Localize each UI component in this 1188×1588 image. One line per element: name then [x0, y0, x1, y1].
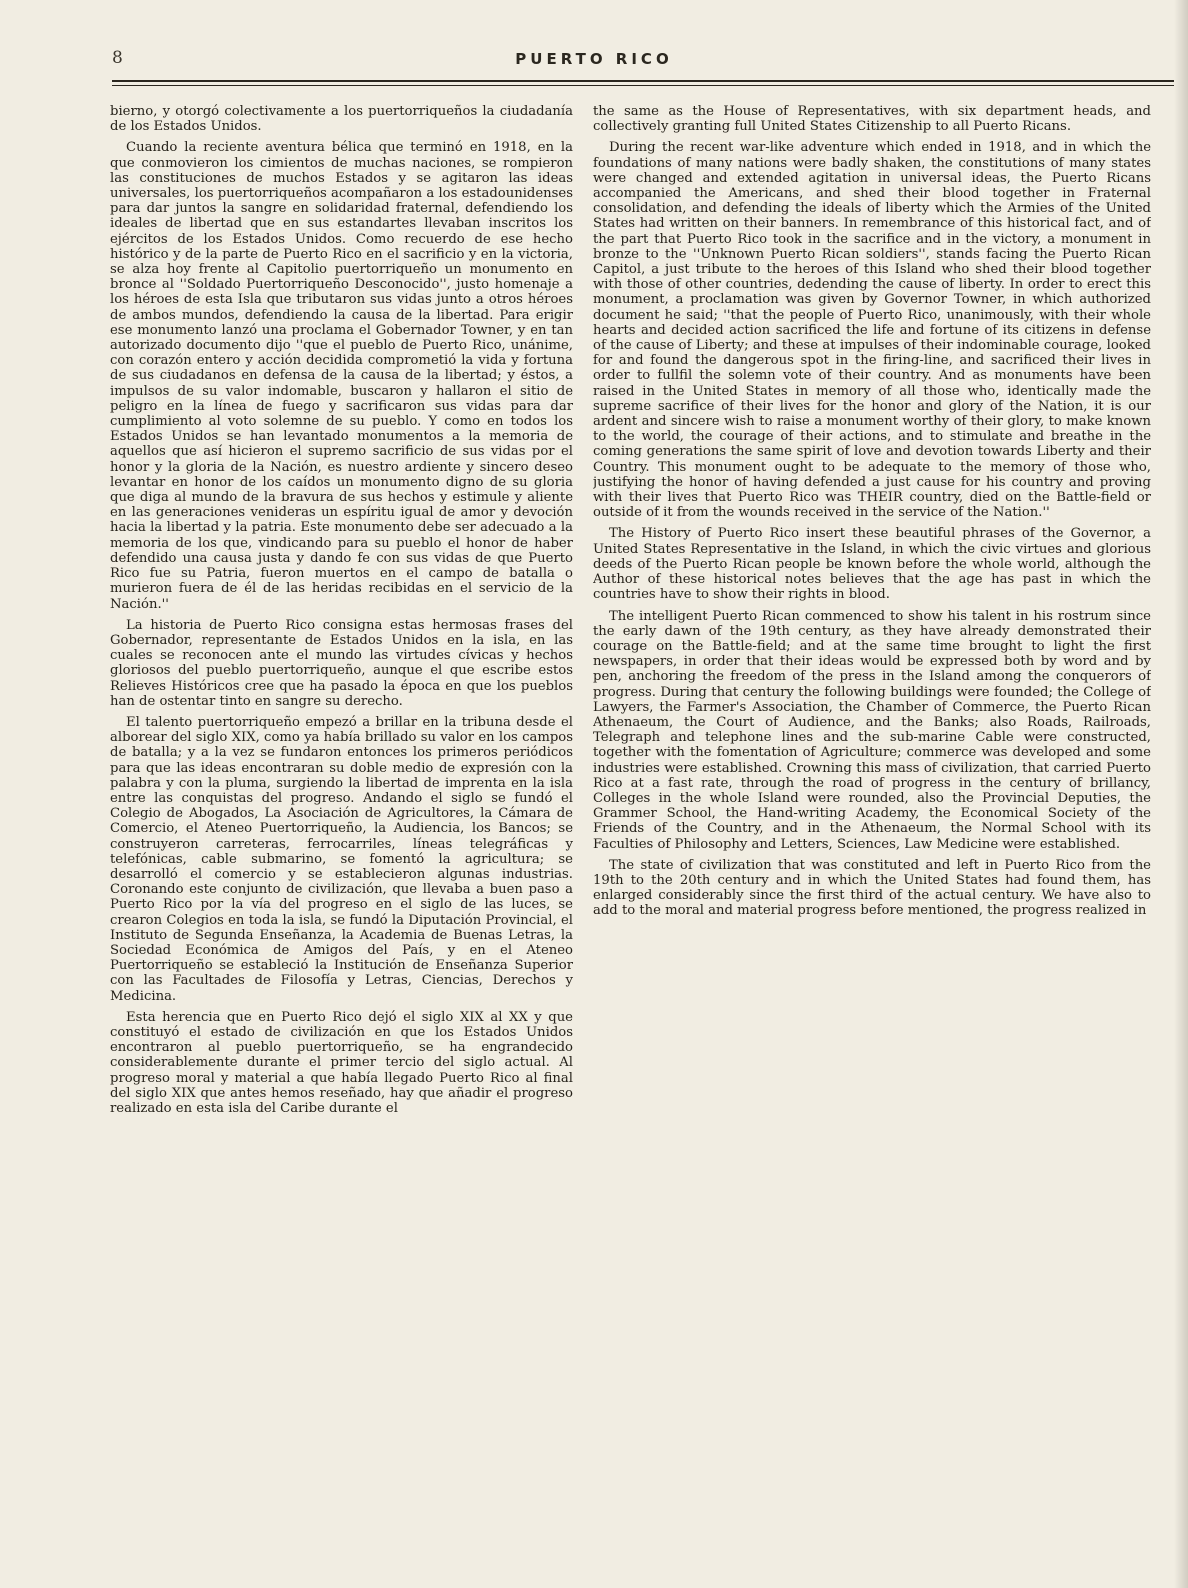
- english-column: [593, 104, 1151, 1564]
- paragraph: The History of Puerto Rico insert these beautiful phrases of the Governor, a United States Representative in the Island, in which the civic virtues and glorious deeds of the Puerto Rican people be known before the whole world, although the Author of these historical notes believes that the age has past in which the countries have to show their rights in blood.: [593, 526, 1151, 603]
- paragraph: El talento puertorriqueño empezó a brillar en la tribuna desde el alborear del siglo XIX, como ya había brillado su valor en los campos de batalla; y a la vez se fundaron entonces los primeros periódicos para que las ideas encontraran su doble medio de expresión con la palabra y con la pluma, surgiendo la libertad de imprenta en la isla entre las conquistas del progreso. Andando el siglo se fundó el Colegio de Abogados, La Asociación de Agricultores, la Cámara de Comercio, el Ateneo Puertorriqueño, la Audiencia, los Bancos; se construyeron carreteras, ferrocarriles, líneas telegráficas y telefónicas, cable submarino, se fomentó la agricultura; se desarrolló el comercio y se establecieron algunas industrias. Coronando este conjunto de civilización, que llevaba a buen paso a Puerto Rico por la vía del progreso en el siglo de las luces, se crearon Colegios en toda la isla, se fundó la Diputación Provincial, el Instituto de Segunda Enseñanza, la Academia de Buenas Letras, la Sociedad Económica de Amigos del País, y en el Ateneo Puertorriqueño se estableció la Institución de Enseñanza Superior con las Facultades de Filosofía y Letras, Ciencias, Derechos y Medicina.: [110, 714, 573, 1004]
- page-number: 8: [112, 48, 123, 68]
- page-edge-shadow: [1174, 0, 1188, 1588]
- paragraph: The intelligent Puerto Rican commenced to show his talent in his rostrum since the early dawn of the 19th century, as they have already demonstrated their courage on the Battle-field; and at the same time brought to light the first newspapers, in order that their ideas would be expressed both by word and by pen, anchoring the freedom of the press in the Island among the conquerors of progress. During that century the following buildings were founded; the College of Lawyers, the Farmer's Association, the Chamber of Commerce, the Puerto Rican Athenaeum, the Court of Audience, and the Banks; also Roads, Railroads, Telegraph and telephone lines and the sub-marine Cable were constructed, together with the fomentation of Agriculture; commerce was developed and some industries were established. Crowning this mass of civilization, that carried Puerto Rico at a fast rate, through the road of progress in the century of brillancy, Colleges in the whole Island were rounded, also the Provincial Deputies, the Grammer School, the Hand-writing Academy, the Economical Society of the Friends of the Country, and in the Athenaeum, the Normal School with its Faculties of Philosophy and Letters, Sciences, Law Medicine were established.: [593, 608, 1151, 852]
- paragraph: bierno, y otorgó colectivamente a los puertorriqueños la ciudadanía de los Estados Unidos.: [110, 104, 573, 135]
- paragraph: the same as the House of Representatives, with six department heads, and collectively granting full United States Citizenship to all Puerto Ricans.: [593, 104, 1151, 135]
- paragraph: Esta herencia que en Puerto Rico dejó el siglo XIX al XX y que constituyó el estado de civilización en que los Estados Unidos encontraron al pueblo puertorriqueño, se ha engrandecido considerablemente durante el primer tercio del siglo actual. Al progreso moral y material a que había llegado Puerto Rico al final del siglo XIX que antes hemos reseñado, hay que añadir el progreso realizado en esta isla del Caribe durante el: [110, 1009, 573, 1116]
- running-title: PUERTO RICO: [515, 50, 673, 68]
- paragraph: The state of civilization that was constituted and left in Puerto Rico from the 19th to the 20th century and in which the United States had found them, has enlarged considerably since the first third of the actual century. We have also to add to the moral and material progress before mentioned, the progress realized in: [593, 857, 1151, 919]
- header-rule: [112, 80, 1174, 82]
- paragraph: During the recent war-like adventure which ended in 1918, and in which the foundations of many nations were badly shaken, the constitutions of many states were changed and extended agitation in universal ideas, the Puerto Ricans accompanied the Americans, and shed their blood together in Fraternal consolidation, and defending the ideals of liberty which the Armies of the United States had written on their banners. In remembrance of this historical fact, and of the part that Puerto Rico took in the sacrifice and in the victory, a monument in bronze to the ''Unknown Puerto Rican soldiers'', stands facing the Puerto Rican Capitol, a just tribute to the heroes of this Island who shed their blood together with those of other countries, dedending the cause of liberty. In order to erect this monument, a proclamation was given by Governor Towner, in which authorized document he said; ''that the people of Puerto Rico, unanimously, with their whole hearts and decided action sacrificed the life and fortune of its citizens in defense of the cause of Liberty; and these at impulses of their indominable courage, looked for and found the dangerous spot in the firing-line, and sacrificed their lives in order to fullfil the solemn vote of their country. And as monuments have been raised in the United States in memory of all those who, identically made the supreme sacrifice of their lives for the honor and glory of the Nation, it is our ardent and sincere wish to raise a monument worthy of their glory, to make known to the world, the courage of their actions, and to stimulate and breathe in the coming generations the same spirit of love and devotion towards Liberty and their Country. This monument ought to be adequate to the memory of those who, justifying the honor of having defended a just cause for his country and proving with their lives that Puerto Rico was THEIR country, died on the Battle-field or outside of it from the wounds received in the service of the Nation.'': [593, 140, 1151, 521]
- spanish-column: [110, 104, 573, 1564]
- header-rule-thin: [112, 85, 1174, 86]
- paragraph: Cuando la reciente aventura bélica que terminó en 1918, en la que conmovieron los cimientos de muchas naciones, se rompieron las constituciones de muchos Estados y se agitaron las ideas universales, los puertorriqueños acompañaron a los estadounidenses para dar juntos la sangre en solidaridad fraternal, defendiendo los ideales de libertad que en sus estandartes llevaban inscritos los ejércitos de los Estados Unidos. Como recuerdo de ese hecho histórico y de la parte de Puerto Rico en el sacrificio y en la victoria, se alza hoy frente al Capitolio puertorriqueño un monumento en bronce al ''Soldado Puertorriqueño Desconocido'', justo homenaje a los héroes de esta Isla que tributaron sus vidas junto a otros héroes de ambos mundos, defendiendo la causa de la libertad. Para erigir ese monumento lanzó una proclama el Gobernador Towner, y en tan autorizado documento dijo ''que el pueblo de Puerto Rico, unánime, con corazón entero y acción decidida comprometió la vida y fortuna de sus ciudadanos en defensa de la causa de la libertad; y éstos, a impulsos de su valor indomable, buscaron y hallaron el sitio de peligro en la línea de fuego y sacrificaron sus vidas para dar cumplimiento al voto solemne de su pueblo. Y como en todos los Estados Unidos se han levantado monumentos a la memoria de aquellos que así hicieron el supremo sacrificio de sus vidas por el honor y la gloria de la Nación, es nuestro ardiente y sincero deseo levantar en honor de los caídos un monumento digno de su gloria que diga al mundo de la bravura de sus hechos y estimule y aliente en las generaciones venideras un espíritu igual de amor y devoción hacia la libertad y la patria. Este monumento debe ser adecuado a la memoria de los que, vindicando para su pueblo el honor de haber defendido una causa justa y dando fe con sus vidas de que Puerto Rico fue su Patria, fueron muertos en el campo de batalla o murieron fuera de él de las heridas recibidas en el servicio de la Nación.'': [110, 140, 573, 612]
- paragraph: La historia de Puerto Rico consigna estas hermosas frases del Gobernador, representante de Estados Unidos en la isla, en las cuales se reconocen ante el mundo las virtudes cívicas y hechos gloriosos del pueblo puertorriqueño, aunque el que escribe estos Relieves Históricos cree que ha pasado la época en que los pueblos han de ostentar tinto en sangre su derecho.: [110, 617, 573, 709]
